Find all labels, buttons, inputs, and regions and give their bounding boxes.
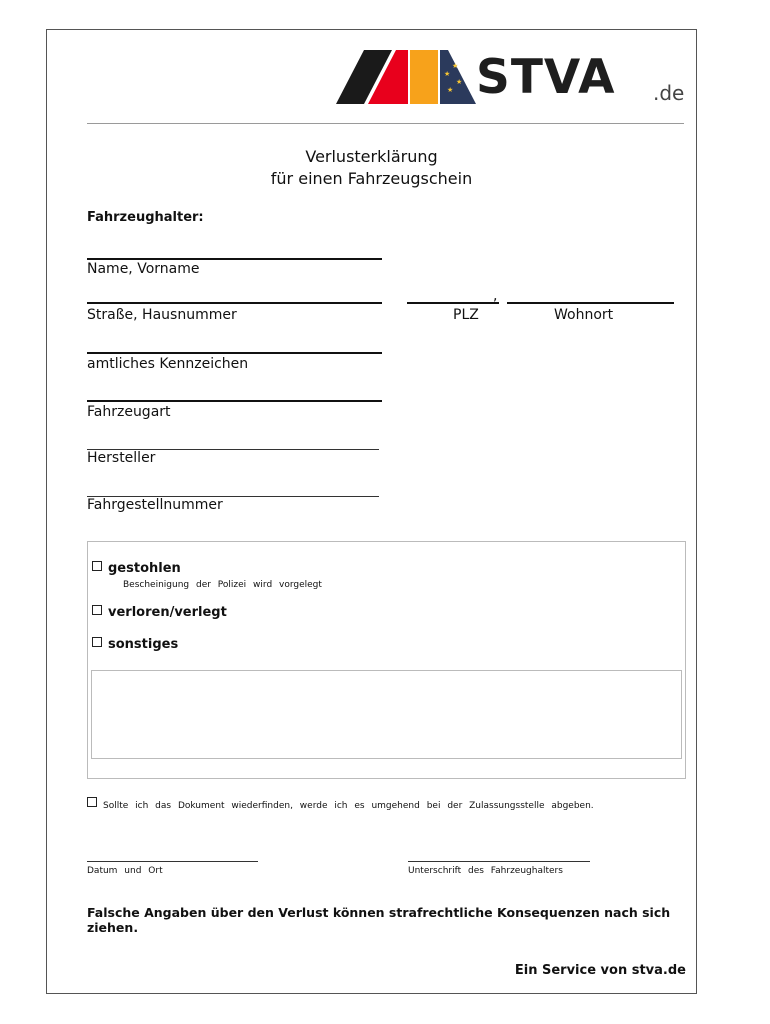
header-divider xyxy=(87,123,684,124)
plate-field[interactable] xyxy=(87,352,382,354)
street-field[interactable] xyxy=(87,302,382,304)
manufacturer-label: Hersteller xyxy=(87,450,156,466)
stolen-checkbox[interactable] xyxy=(92,561,102,571)
zip-label: PLZ xyxy=(453,307,479,323)
form-page xyxy=(46,29,697,994)
name-field[interactable] xyxy=(87,258,382,260)
lost-checkbox[interactable] xyxy=(92,605,102,615)
stolen-label: gestohlen xyxy=(108,561,181,576)
zip-field[interactable] xyxy=(407,302,499,304)
stolen-note: Bescheinigung der Polizei wird vorgelegt xyxy=(123,580,322,590)
option-lost[interactable] xyxy=(92,605,227,620)
city-label: Wohnort xyxy=(554,307,614,323)
logo-stripe-orange xyxy=(410,50,438,104)
city-field[interactable] xyxy=(507,302,674,304)
name-label: Name, Vorname xyxy=(87,261,200,277)
option-other[interactable] xyxy=(92,637,178,652)
return-clause-checkbox[interactable] xyxy=(87,797,97,807)
form-title-line2: für einen Fahrzeugschein xyxy=(270,169,473,188)
holder-heading: Fahrzeughalter: xyxy=(87,210,204,225)
vehicle-type-field[interactable] xyxy=(87,400,382,402)
street-label: Straße, Hausnummer xyxy=(87,307,237,323)
logo-star: ★ xyxy=(456,78,463,86)
plate-label: amtliches Kennzeichen xyxy=(87,356,249,372)
date-place-label: Datum und Ort xyxy=(87,866,163,876)
logo-star: ★ xyxy=(452,62,459,70)
other-details-textarea[interactable] xyxy=(91,670,682,759)
legal-warning: Falsche Angaben über den Verlust können strafrechtliche Konsequenzen nach sich ziehen. xyxy=(87,905,671,935)
return-clause-text: Sollte ich das Dokument wiederfinden, werde ich es umgehend bei der Zulassungsstelle abgeben. xyxy=(103,801,594,811)
lost-label: verloren/verlegt xyxy=(108,605,227,620)
footer-service: Ein Service von stva.de xyxy=(514,963,686,978)
option-stolen[interactable] xyxy=(92,561,181,576)
vin-label: Fahrgestellnummer xyxy=(87,497,223,513)
signature-field[interactable] xyxy=(408,861,590,862)
logo-star: ★ xyxy=(444,70,451,78)
logo-wordmark: STVA xyxy=(476,50,616,105)
logo-tld: .de xyxy=(653,81,685,105)
other-checkbox[interactable] xyxy=(92,637,102,647)
signature-label: Unterschrift des Fahrzeughalters xyxy=(408,866,563,876)
other-label: sonstiges xyxy=(108,637,179,652)
vehicle-type-label: Fahrzeugart xyxy=(87,404,171,420)
return-clause-row[interactable] xyxy=(87,797,594,811)
zip-city-separator: , xyxy=(493,288,498,304)
date-place-field[interactable] xyxy=(87,861,258,862)
form-title-line1: Verlusterklärung xyxy=(305,147,438,166)
logo-star: ★ xyxy=(447,86,454,94)
